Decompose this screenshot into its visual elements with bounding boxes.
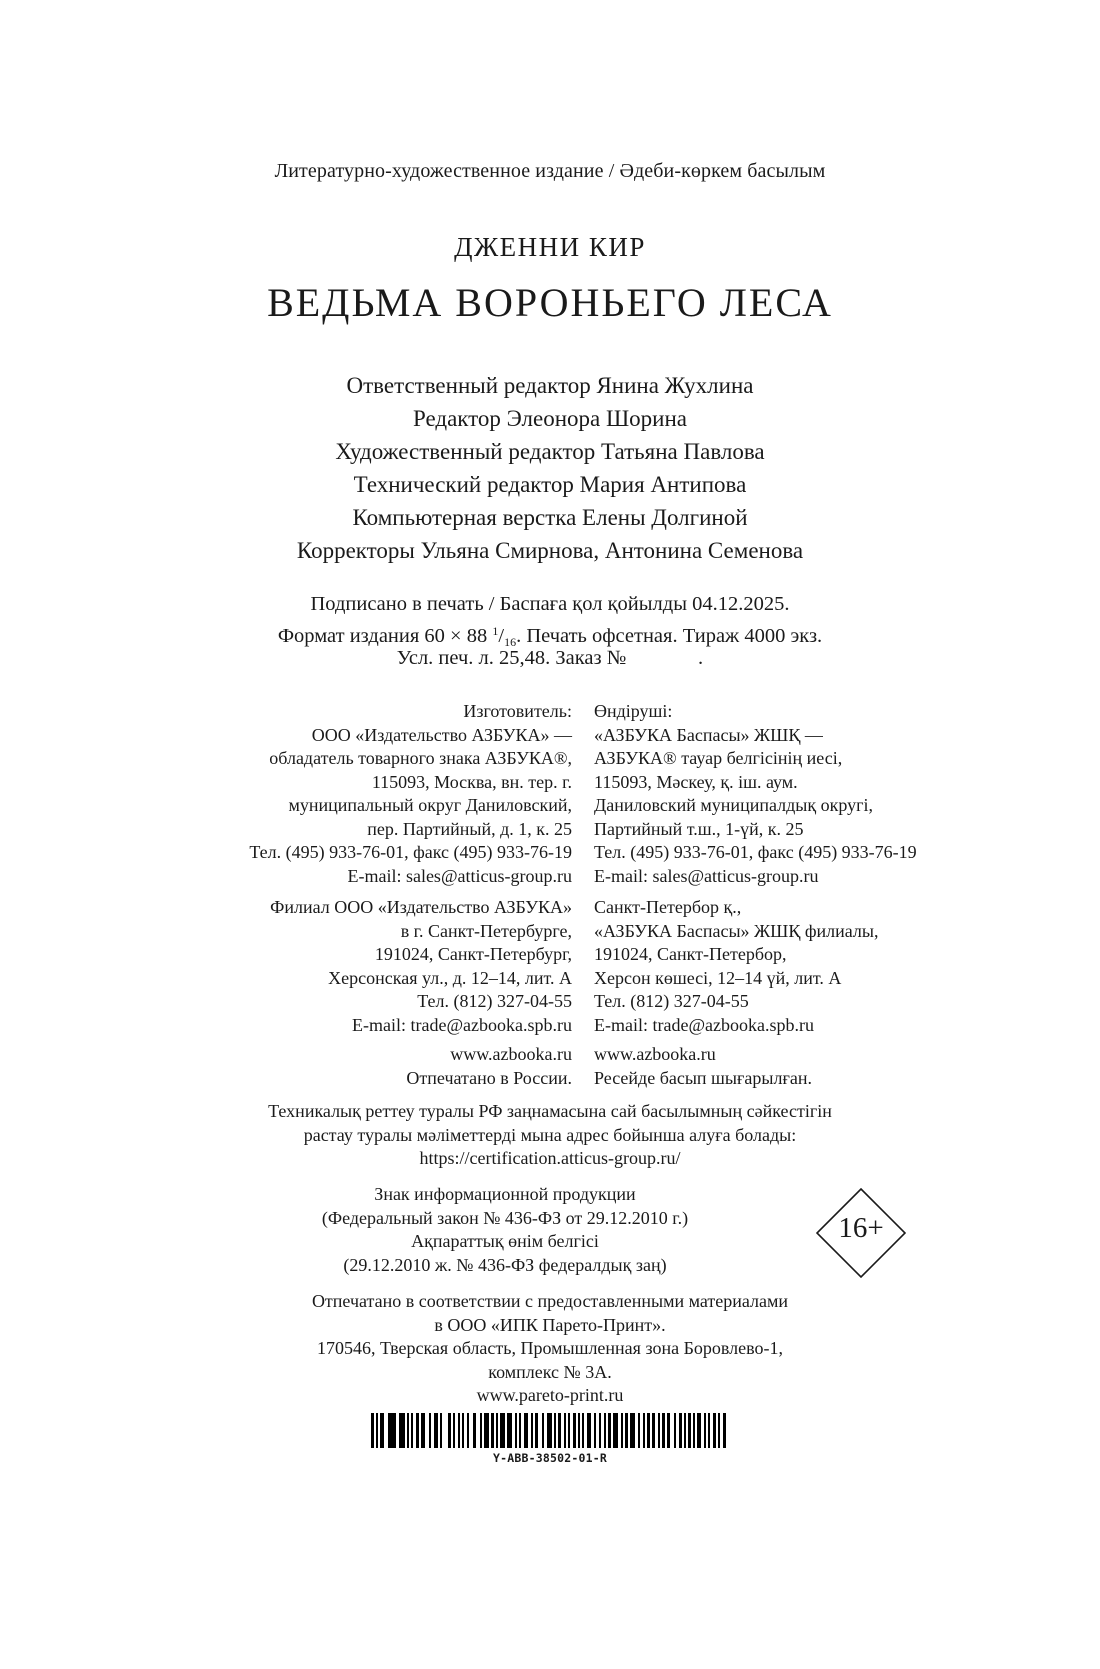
manufacturer-kz-footer bbox=[594, 1043, 917, 1090]
email-line: E-mail: trade@azbooka.spb.ru bbox=[352, 1014, 572, 1035]
text-line: комплекс № 3А. bbox=[488, 1361, 612, 1382]
certification-url: https://certification.atticus-group.ru/ bbox=[419, 1148, 681, 1168]
text-line: растау туралы мәліметтерді мына адрес бойынша алуға болады: bbox=[303, 1124, 797, 1145]
certification-notice bbox=[0, 1100, 1100, 1171]
text-line: в ООО «ИПК Парето-Принт». bbox=[434, 1314, 666, 1335]
author-name: ДЖЕННИ КИР bbox=[454, 232, 646, 262]
format-fraction-numerator: 1 bbox=[492, 624, 499, 638]
text-line: Отпечатано в России. bbox=[406, 1067, 572, 1088]
text-line: Херсонская ул., д. 12–14, лит. А bbox=[328, 967, 572, 988]
signed-date: Подписано в печать / Баспаға қол қойылды 04.12.2025. bbox=[310, 593, 790, 615]
manufacturer-kz-column bbox=[594, 700, 917, 1090]
website-line: www.pareto-print.ru bbox=[476, 1385, 624, 1405]
text-line: Тел. (495) 933-76-01, факс (495) 933-76-19 bbox=[249, 842, 572, 862]
format-fraction-denominator: 16 bbox=[504, 635, 517, 649]
age-rating-label: 16+ bbox=[838, 1212, 884, 1244]
text-line: 191024, Санкт-Петербор, bbox=[594, 944, 787, 964]
text-line: Херсон көшесі, 12–14 үй, лит. А bbox=[594, 967, 842, 988]
text-line: пер. Партийный, д. 1, к. 25 bbox=[367, 818, 572, 839]
age-rating-badge bbox=[816, 1188, 906, 1278]
credit-line: Художественный редактор Татьяна Павлова bbox=[335, 439, 765, 464]
text-line: Отпечатано в соответствии с предоставленными материалами bbox=[311, 1291, 789, 1311]
text-line: муниципальный округ Даниловский, bbox=[288, 795, 572, 815]
print-details bbox=[0, 591, 1100, 672]
format-suffix: . Печать офсетная. Тираж 4000 экз. bbox=[516, 625, 823, 647]
manufacturer-ru-branch bbox=[249, 896, 572, 1037]
email-line: E-mail: sales@atticus-group.ru bbox=[347, 865, 572, 886]
manufacturer-ru-footer bbox=[249, 1043, 572, 1090]
credit-line: Корректоры Ульяна Смирнова, Антонина Семенова bbox=[296, 538, 804, 563]
text-line: 115093, Москва, вн. тер. г. bbox=[371, 771, 572, 792]
format-line bbox=[0, 618, 1100, 649]
text-line: Ресейде басып шығарылған. bbox=[594, 1067, 812, 1088]
text-line: обладатель товарного знака АЗБУКА®, bbox=[269, 748, 572, 768]
order-line: Усл. печ. л. 25,48. Заказ № . bbox=[396, 647, 704, 669]
text-line: Тел. (812) 327-04-55 bbox=[417, 991, 572, 1011]
text-line: Тел. (812) 327-04-55 bbox=[594, 991, 749, 1011]
text-line: ООО «Издательство АЗБУКА» — bbox=[311, 724, 572, 745]
text-line: АЗБУКА® тауар белгісінің иесі, bbox=[594, 748, 843, 768]
credit-line: Ответственный редактор Янина Жухлина bbox=[346, 373, 754, 398]
format-fraction-slash: / bbox=[498, 625, 505, 647]
text-line: Партийный т.ш., 1-үй, к. 25 bbox=[594, 818, 804, 839]
text-line: Филиал ООО «Издательство АЗБУКА» bbox=[270, 897, 572, 917]
text-line: Ақпараттық өнім белгісі bbox=[411, 1231, 599, 1251]
text-line: «АЗБУКА Баспасы» ЖШҚ — bbox=[594, 724, 823, 745]
printer-info bbox=[0, 1290, 1100, 1408]
text-line: (Федеральный закон № 436-ФЗ от 29.12.2010 г.) bbox=[321, 1207, 689, 1228]
website-line: www.azbooka.ru bbox=[594, 1044, 716, 1064]
barcode bbox=[371, 1413, 729, 1448]
email-line: E-mail: trade@azbooka.spb.ru bbox=[594, 1014, 814, 1035]
text-line: Санкт-Петербор қ., bbox=[594, 897, 742, 917]
manufacturer-kz-main bbox=[594, 700, 917, 888]
manufacturer-ru-column bbox=[249, 700, 572, 1090]
format-prefix: Формат издания 60 × 88 bbox=[277, 625, 493, 647]
manufacturer-ru-main bbox=[249, 700, 572, 888]
credit-line: Технический редактор Мария Антипова bbox=[353, 472, 747, 497]
text-line: (29.12.2010 ж. № 436-ФЗ федералдық заң) bbox=[343, 1254, 667, 1275]
text-line: Өндіруші: bbox=[594, 701, 673, 721]
text-line: «АЗБУКА Баспасы» ЖШҚ филиалы, bbox=[594, 920, 879, 941]
text-line: Знак информационной продукции bbox=[374, 1184, 636, 1204]
email-line: E-mail: sales@atticus-group.ru bbox=[594, 865, 819, 886]
text-line: Техникалық реттеу туралы РФ заңнамасына сай басылымның сәйкестігін bbox=[268, 1101, 832, 1121]
text-line: 115093, Мәскеу, қ. іш. аум. bbox=[594, 771, 798, 792]
book-title: ВЕДЬМА ВОРОНЬЕГО ЛЕСА bbox=[267, 280, 833, 325]
credit-line: Редактор Элеонора Шорина bbox=[412, 406, 688, 431]
text-line: Изготовитель: bbox=[463, 701, 572, 721]
barcode-code: Y-ABB-38502-01-R bbox=[493, 1451, 607, 1465]
website-line: www.azbooka.ru bbox=[450, 1044, 572, 1064]
text-line: Даниловский муниципалдық округі, bbox=[594, 795, 873, 815]
text-line: 170546, Тверская область, Промышленная зона Боровлево-1, bbox=[316, 1338, 784, 1358]
genre-line: Литературно-художественное издание / Әдеби-көркем басылым bbox=[274, 160, 826, 182]
text-line: в г. Санкт-Петербурге, bbox=[400, 920, 572, 941]
editorial-credits bbox=[0, 369, 1100, 567]
manufacturer-kz-branch bbox=[594, 896, 917, 1037]
credit-line: Компьютерная верстка Елены Долгиной bbox=[352, 505, 748, 530]
text-line: 191024, Санкт-Петербург, bbox=[374, 944, 572, 964]
text-line: Тел. (495) 933-76-01, факс (495) 933-76-19 bbox=[594, 842, 917, 862]
